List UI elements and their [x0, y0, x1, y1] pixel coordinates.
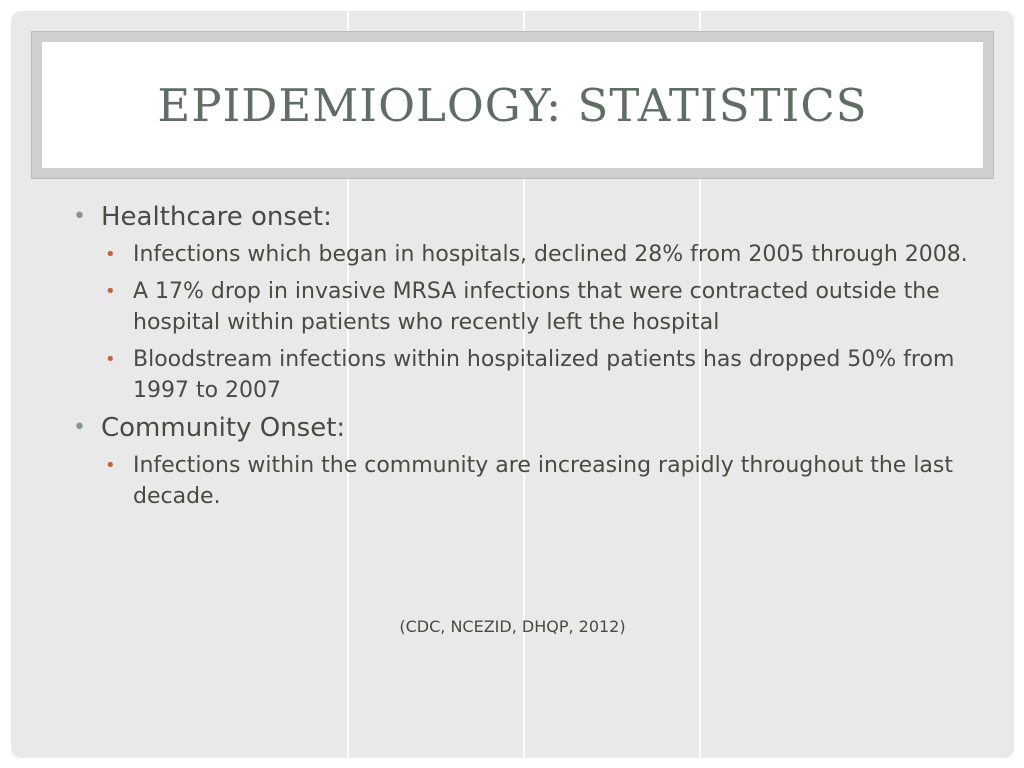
title-box [42, 42, 983, 168]
bullet-icon: • [73, 204, 86, 229]
bullet-icon: • [105, 281, 116, 302]
section-heading-label: Community Onset: [101, 413, 346, 443]
list-item [105, 450, 973, 512]
bullet-icon: • [105, 455, 116, 476]
bullet-icon: • [73, 415, 86, 440]
bullet-icon: • [105, 244, 116, 265]
bullet-icon: • [105, 349, 116, 370]
slide-content [73, 201, 973, 518]
list-item [105, 239, 973, 270]
section-heading-healthcare [73, 201, 973, 233]
section-heading-community [73, 412, 973, 444]
slide-title: EPIDEMIOLOGY: STATISTICS [157, 78, 868, 132]
list-item-text: Infections which began in hospitals, declined 28% from 2005 through 2008. [133, 242, 968, 267]
citation: (CDC, NCEZID, DHQP, 2012) [399, 617, 626, 636]
list-item [105, 344, 973, 406]
list-item-text: Bloodstream infections within hospitalized patients has dropped 50% from 1997 to 2007 [133, 347, 955, 403]
list-item-text: Infections within the community are increasing rapidly throughout the last decade. [133, 453, 953, 509]
list-item-text: A 17% drop in invasive MRSA infections that were contracted outside the hospital within patients who recently left the hospital [133, 279, 940, 335]
list-item [105, 276, 973, 338]
title-frame [31, 31, 994, 179]
section-heading-label: Healthcare onset: [101, 202, 332, 232]
slide [11, 11, 1014, 758]
